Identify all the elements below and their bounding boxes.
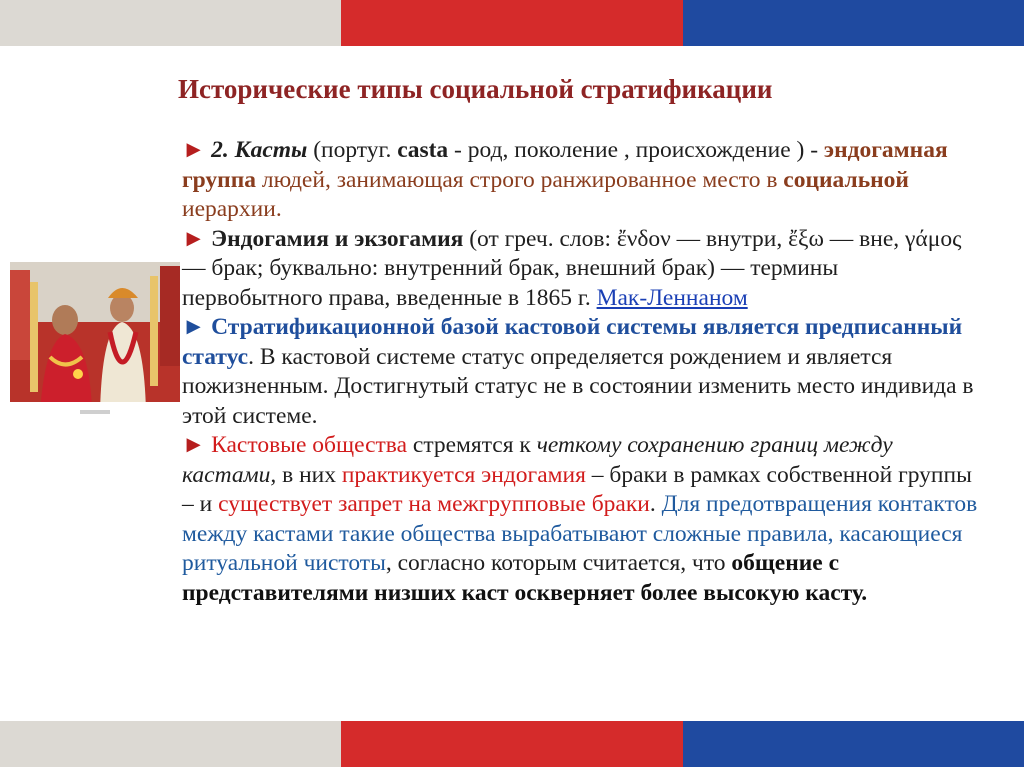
bullet-icon: ► bbox=[182, 314, 206, 340]
paragraph-endogamy bbox=[182, 225, 982, 314]
status-heading: Стратификационной базой кастовой системы является предписанный статус bbox=[182, 314, 963, 370]
wedding-photo bbox=[10, 262, 180, 424]
text-span: (от греч. слов: ἔνδον — внутри, ἔξω — вне, γάμος — брак; буквально: внутренний брак, внешний брак) — термины первобытного права, введенные в 1865 г. bbox=[182, 225, 962, 311]
text-span: - род, поколение , происхождение ) - bbox=[448, 137, 824, 163]
endogamy-heading: Эндогамия и экзогамия bbox=[211, 225, 464, 252]
text-span: людей, занимающая строго ранжированное место в bbox=[256, 166, 784, 193]
endogamous-group-term: эндогамная группа bbox=[182, 137, 948, 193]
castes-heading: 2. Касты bbox=[211, 137, 308, 163]
text-span: стремятся к bbox=[407, 432, 537, 458]
paragraph-caste-societies bbox=[182, 431, 982, 608]
stripe-gray bbox=[0, 0, 341, 46]
italic-phrase: четкому сохранению границ между кастами, bbox=[182, 432, 893, 488]
text-span: . В кастовой системе статус определяется рождением и является пожизненным. Достигнутый статус не в состоянии изменить место индивида в этой системе. bbox=[182, 343, 974, 429]
text-span: в них bbox=[276, 461, 342, 488]
stripe-blue bbox=[683, 721, 1024, 767]
mclennan-link[interactable]: Мак-Леннаном bbox=[596, 284, 748, 311]
text-span: , согласно которым считается, что bbox=[385, 550, 732, 576]
marriage-ban-term: существует запрет на межгрупповые браки bbox=[218, 491, 650, 517]
stripe-red bbox=[341, 721, 682, 767]
bullet-icon: ► bbox=[182, 432, 206, 458]
casta-word: casta bbox=[397, 137, 449, 163]
stripe-blue bbox=[683, 0, 1024, 46]
slide-body bbox=[182, 136, 982, 608]
bullet-icon: ► bbox=[182, 225, 206, 252]
text-span: (португ. bbox=[307, 137, 398, 163]
stripe-red bbox=[341, 0, 682, 46]
stripe-gray bbox=[0, 721, 341, 767]
paragraph-status bbox=[182, 313, 982, 431]
text-span: – браки в рамках собственной группы – и bbox=[182, 461, 972, 517]
social-term: социальной bbox=[783, 166, 909, 193]
paragraph-castes bbox=[182, 136, 982, 225]
caste-societies-term: Кастовые общества bbox=[211, 432, 408, 458]
top-stripe bbox=[0, 0, 1024, 46]
bottom-stripe bbox=[0, 721, 1024, 767]
final-statement: общение с представителями низших каст оскверняет более высокую касту. bbox=[182, 550, 868, 606]
endogamy-practice-term: практикуется эндогамия bbox=[341, 461, 586, 488]
wedding-photo-icon bbox=[10, 262, 180, 424]
bullet-icon: ► bbox=[182, 137, 206, 163]
slide-title: Исторические типы социальной стратификации bbox=[178, 74, 773, 104]
text-span: . bbox=[649, 491, 662, 517]
purity-rules-phrase: Для предотвращения контактов между кастами такие общества вырабатывают сложные правила, касающиеся ритуальной чистоты bbox=[182, 491, 978, 576]
text-span: иерархии. bbox=[182, 196, 282, 222]
